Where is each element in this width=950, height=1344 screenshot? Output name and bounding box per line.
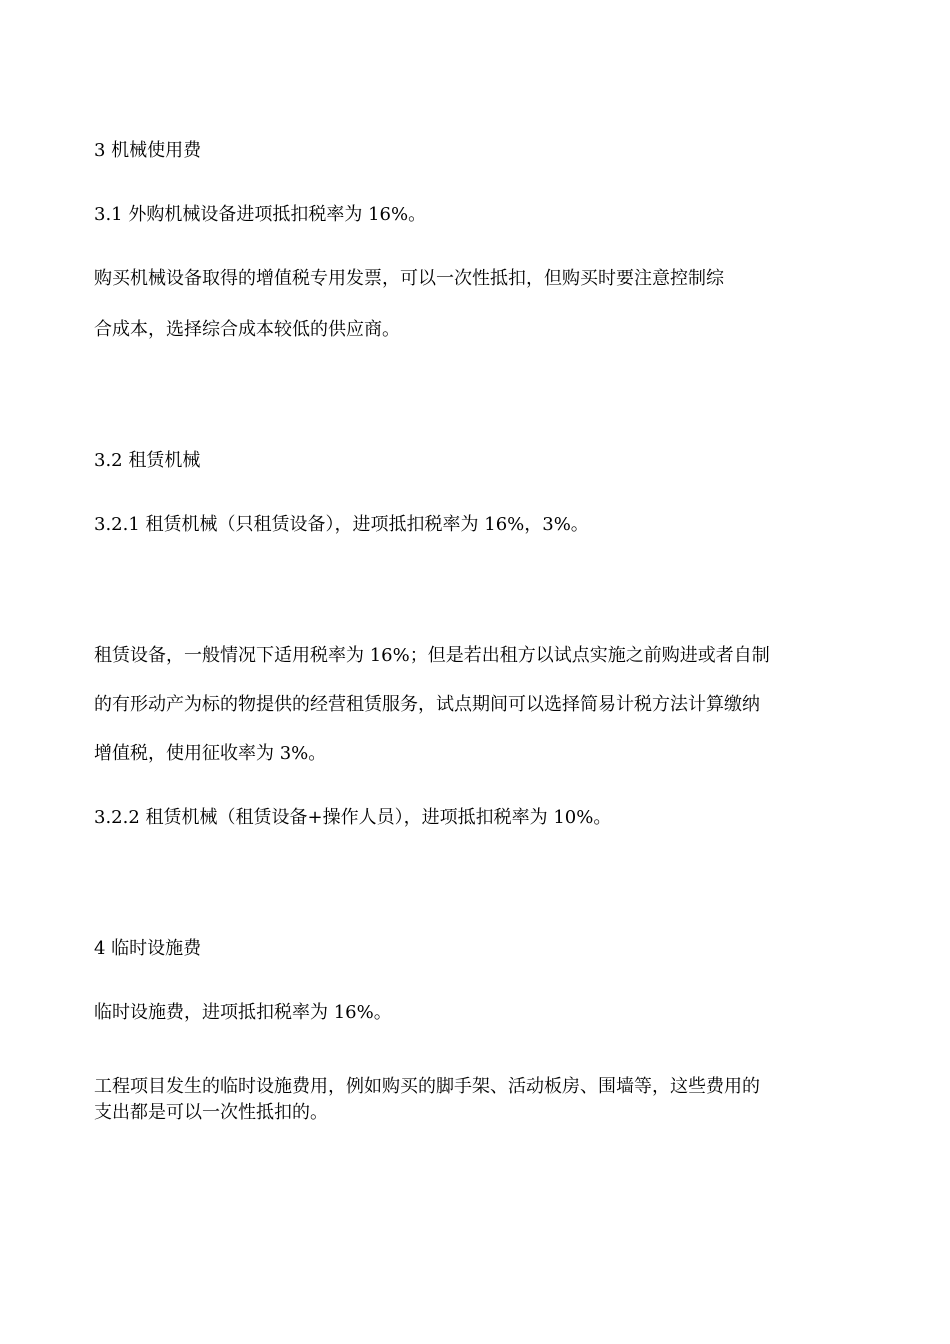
section-3-1-heading: 3.1 外购机械设备进项抵扣税率为 16%。 xyxy=(94,204,427,225)
section-3-2-2-heading: 3.2.2 租赁机械（租赁设备+操作人员），进项抵扣税率为 10%。 xyxy=(94,807,612,828)
paragraph-line: 的有形动产为标的物提供的经营租赁服务，试点期间可以选择简易计税方法计算缴纳 xyxy=(94,694,760,715)
paragraph-line: 租赁设备，一般情况下适用税率为 16%；但是若出租方以试点实施之前购进或者自制 xyxy=(94,645,770,666)
paragraph-line: 临时设施费，进项抵扣税率为 16%。 xyxy=(94,1002,392,1023)
section-3-2-heading: 3.2 租赁机械 xyxy=(94,450,201,471)
paragraph-line: 工程项目发生的临时设施费用，例如购买的脚手架、活动板房、围墙等，这些费用的 xyxy=(94,1076,760,1097)
section-3-heading: 3 机械使用费 xyxy=(94,140,202,161)
paragraph-line: 支出都是可以一次性抵扣的。 xyxy=(94,1102,328,1123)
paragraph-line: 合成本，选择综合成本较低的供应商。 xyxy=(94,319,400,340)
section-4-heading: 4 临时设施费 xyxy=(94,938,202,959)
paragraph-line: 增值税，使用征收率为 3%。 xyxy=(94,743,327,764)
section-3-2-1-heading: 3.2.1 租赁机械（只租赁设备），进项抵扣税率为 16%，3%。 xyxy=(94,514,589,535)
paragraph-line: 购买机械设备取得的增值税专用发票，可以一次性抵扣，但购买时要注意控制综 xyxy=(94,268,724,289)
